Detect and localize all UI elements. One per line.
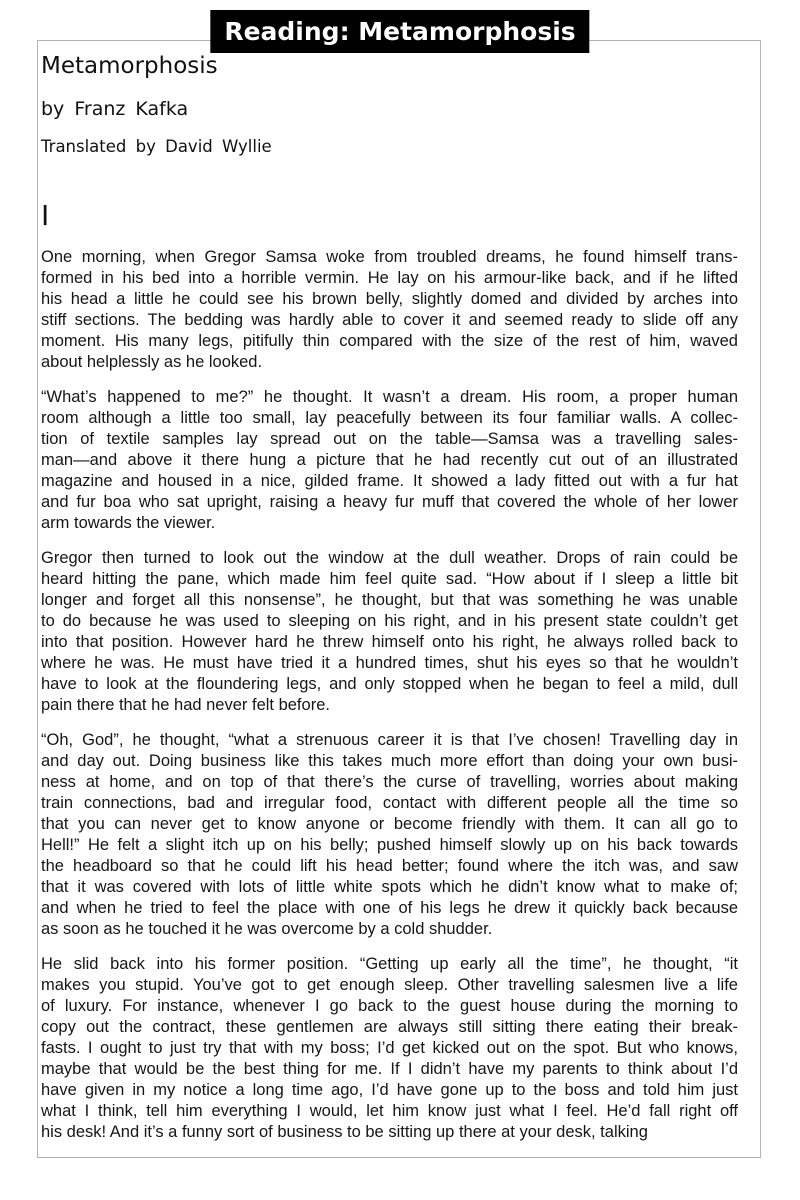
- book-title: Metamorphosis: [41, 53, 218, 79]
- text-line: and day out. Doing business like this takes much more effort than doing your own busi-: [41, 751, 738, 770]
- text-line: his head a little he could see his brown belly, slightly domed and divided by arches into: [41, 289, 738, 308]
- text-line: Hell!” He felt a slight itch up on his belly; pushed himself slowly up on his back towards: [41, 835, 738, 854]
- text-line: One morning, when Gregor Samsa woke from troubled dreams, he found himself trans-: [41, 247, 738, 266]
- text-line: maybe that would be the best thing for me. If I didn’t have my parents to think about I’d: [41, 1059, 738, 1078]
- text-line: arm towards the viewer.: [41, 513, 216, 532]
- text-line: Gregor then turned to look out the window at the dull weather. Drops of rain could be: [41, 548, 738, 567]
- text-line: tion of textile samples lay spread out on the table—Samsa was a travelling sales-: [41, 429, 738, 448]
- text-line: pain there that he had never felt before.: [41, 695, 330, 714]
- text-line: what I think, tell him everything I would, let him know just what I feel. He’d fall right off: [41, 1101, 738, 1120]
- text-line: to do because he was used to sleeping on his right, and in his present state couldn’t get: [41, 611, 738, 630]
- text-line: have to look at the floundering legs, and only stopped when he began to feel a mild, dull: [41, 674, 738, 693]
- paragraph: [41, 387, 738, 534]
- text-line: stiff sections. The bedding was hardly able to cover it and seemed ready to slide off any: [41, 310, 738, 329]
- text-line: “Oh, God”, he thought, “what a strenuous career it is that I’ve chosen! Travelling day in: [41, 730, 738, 749]
- text-line: and fur boa who sat upright, raising a heavy fur muff that covered the whole of her lower: [41, 492, 738, 511]
- paragraph: [41, 548, 738, 716]
- text-line: fasts. I ought to just try that with my boss; I’d get kicked out on the spot. But who knows,: [41, 1038, 738, 1057]
- text-line: that it was covered with lots of little white spots which he didn’t know what to make of;: [41, 877, 738, 896]
- text-line: moment. His many legs, pitifully thin compared with the size of the rest of him, waved: [41, 331, 738, 350]
- text-line: the headboard so that he could lift his head better; found where the itch was, and saw: [41, 856, 738, 875]
- text-line: into that position. However hard he threw himself onto his right, he always rolled back to: [41, 632, 738, 651]
- paragraph: [41, 954, 738, 1143]
- text-line: man—and above it there hung a picture that he had recently cut out of an illustrated: [41, 450, 738, 469]
- text-line: copy out the contract, these gentlemen are always still sitting there eating their break-: [41, 1017, 738, 1036]
- document-page: [37, 40, 761, 1158]
- book-text: [41, 247, 738, 1143]
- paragraph: [41, 247, 738, 373]
- text-line: room although a little too small, lay peacefully between its four familiar walls. A collec-: [41, 408, 738, 427]
- chapter-heading: I: [41, 199, 50, 233]
- paragraph: [41, 730, 738, 940]
- text-line: He slid back into his former position. “Getting up early all the time”, he thought, “it: [41, 954, 738, 973]
- text-line: magazine and housed in a nice, gilded frame. It showed a lady fitted out with a fur hat: [41, 471, 738, 490]
- text-line: formed in his bed into a horrible vermin. He lay on his armour-like back, and if he lifted: [41, 268, 738, 287]
- text-line: longer and forget all this nonsense”, he thought, but that was something he was unable: [41, 590, 738, 609]
- text-line: ness at home, and on top of that there’s the curse of travelling, worries about making: [41, 772, 738, 791]
- reading-banner: [210, 10, 589, 53]
- text-line: of luxury. For instance, whenever I go back to the guest house during the morning to: [41, 996, 738, 1015]
- text-line: and when he tried to feel the place with one of his legs he drew it quickly back because: [41, 898, 738, 917]
- text-line: have given in my notice a long time ago, I’d have gone up to the boss and told him just: [41, 1080, 738, 1099]
- text-line: “What’s happened to me?” he thought. It wasn’t a dream. His room, a proper human: [41, 387, 738, 406]
- text-line: as soon as he touched it he was overcome by a cold shudder.: [41, 919, 493, 938]
- text-line: that you can never get to know anyone or become friendly with them. It can all go to: [41, 814, 738, 833]
- text-line: about helplessly as he looked.: [41, 352, 263, 371]
- book-author: by Franz Kafka: [41, 97, 189, 120]
- banner-title: Reading: Metamorphosis: [224, 17, 576, 46]
- text-line: his desk! And it’s a funny sort of business to be sitting up there at your desk, talking: [41, 1122, 648, 1141]
- text-line: makes you stupid. You’ve got to get enough sleep. Other travelling salesmen live a life: [41, 975, 738, 994]
- book-translator: Translated by David Wyllie: [41, 137, 272, 157]
- text-line: heard hitting the pane, which made him feel quite sad. “How about if I sleep a little bit: [41, 569, 738, 588]
- text-line: where he was. He must have tried it a hundred times, shut his eyes so that he wouldn’t: [41, 653, 738, 672]
- text-line: train connections, bad and irregular food, contact with different people all the time so: [41, 793, 738, 812]
